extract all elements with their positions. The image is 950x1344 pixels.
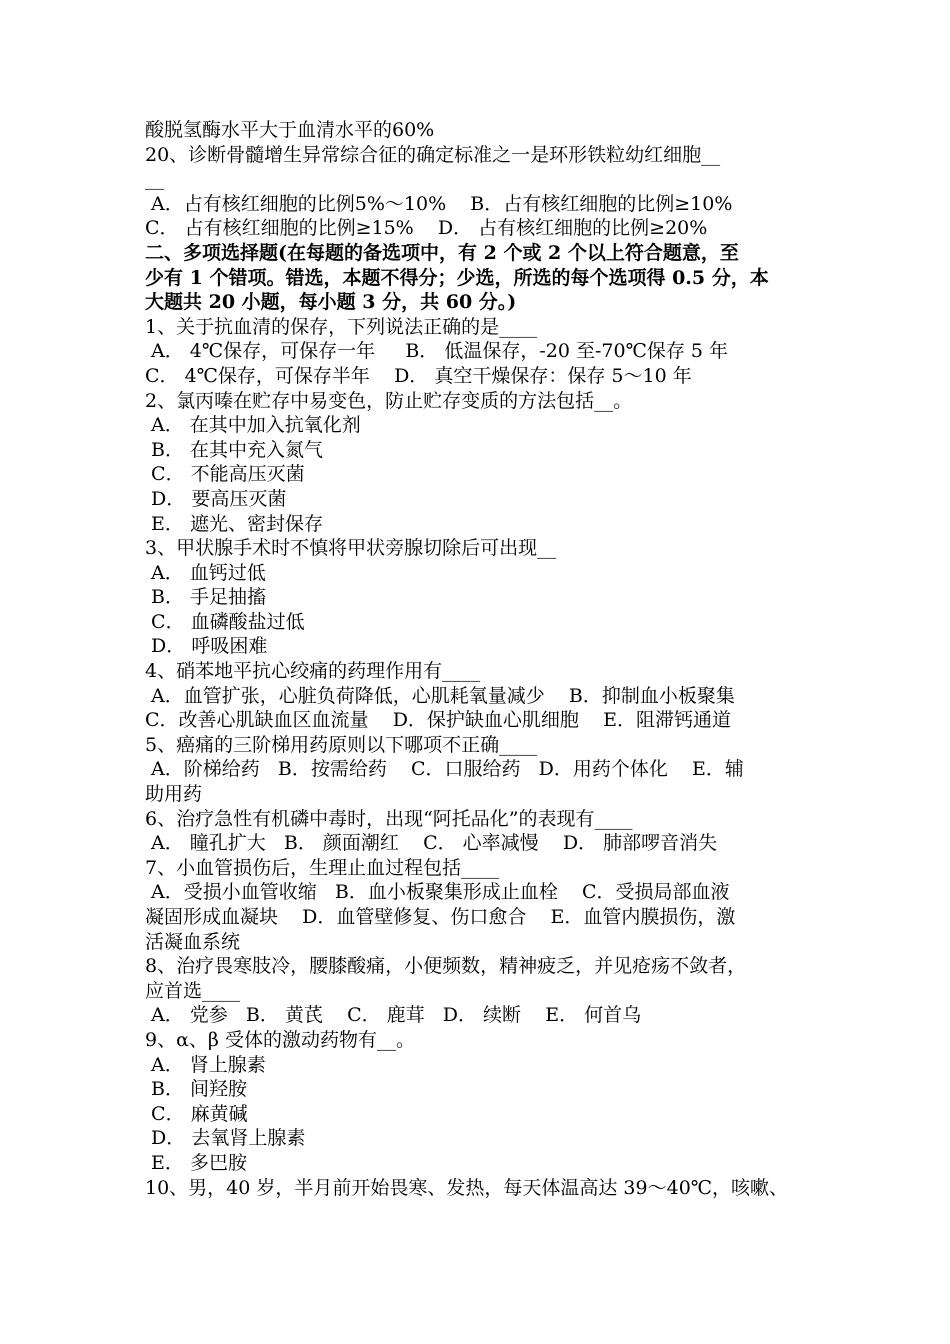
section-heading-line: 少有 1 个错项。错选，本题不得分；少选，所选的每个选项得 0.5 分，本 [145, 266, 769, 289]
text-line: A． 4℃保存，可保存一年 B． 低温保存，-20 至-70℃保存 5 年 [145, 340, 728, 363]
text-line: C． 占有核红细胞的比例≥15% D． 占有核红细胞的比例≥20% [145, 217, 708, 240]
text-line: C． 麻黄碱 [145, 1102, 248, 1125]
text-line: D． 要高压灭菌 [145, 487, 287, 510]
section-heading-line: 二、多项选择题(在每题的备选项中，有 2 个或 2 个以上符合题意，至 [145, 241, 739, 264]
section-heading-line: 大题共 20 小题，每小题 3 分，共 60 分。) [145, 291, 517, 314]
text-line: A． 瞳孔扩大 B． 颜面潮红 C． 心率减慢 D． 肺部啰音消失 [145, 832, 718, 855]
text-line: C． 血磷酸盐过低 [145, 610, 305, 633]
text-line: A．受损小血管收缩 B．血小板聚集形成止血栓 C．受损局部血液 [145, 881, 730, 904]
text-line: 9、α、β 受体的激动药物有__。 [145, 1028, 415, 1051]
text-line: 5、癌痛的三阶梯用药原则以下哪项不正确____ [145, 733, 538, 756]
text-line: 20、诊断骨髓增生异常综合征的确定标准之一是环形铁粒幼红细胞__ [145, 143, 721, 166]
text-line: 7、小血管损伤后，生理止血过程包括____ [145, 856, 500, 879]
text-line: 助用药 [145, 783, 203, 806]
text-line: 8、治疗畏寒肢冷，腰膝酸痛，小便频数，精神疲乏，并见疮疡不敛者， [145, 955, 747, 978]
text-line: A．占有核红细胞的比例5%～10% B．占有核红细胞的比例≥10% [145, 192, 733, 215]
text-line: B． 在其中充入氮气 [145, 438, 324, 461]
text-line: A． 肾上腺素 [145, 1053, 266, 1076]
text-line: A． 在其中加入抗氧化剂 [145, 414, 361, 437]
text-line: A． 党参 B． 黄芪 C． 鹿茸 D． 续断 E． 何首乌 [145, 1004, 642, 1027]
text-line: E． 遮光、密封保存 [145, 512, 323, 535]
text-line: A．血管扩张，心脏负荷降低，心肌耗氧量减少 B．抑制血小板聚集 [145, 684, 735, 707]
text-line: A． 血钙过低 [145, 561, 266, 584]
text-line: 凝固形成血凝块 D．血管壁修复、伤口愈合 E．血管内膜损伤，激 [145, 906, 736, 928]
text-line: C．改善心肌缺血区血流量 D．保护缺血心肌细胞 E．阻滞钙通道 [145, 709, 731, 732]
text-line: C． 4℃保存，可保存半年 D． 真空干燥保存：保存 5～10 年 [145, 364, 692, 387]
text-line: B． 手足抽搐 [145, 586, 267, 609]
text-line: 6、治疗急性有机磷中毒时，出现“阿托品化”的表现有____ [145, 807, 633, 830]
text-line: C． 不能高压灭菌 [145, 463, 305, 486]
text-line: D． 呼吸困难 [145, 635, 268, 658]
text-line: 10、男，40 岁，半月前开始畏寒、发热，每天体温高达 39～40℃，咳嗽、 [145, 1176, 789, 1199]
text-line: 应首选____ [145, 979, 241, 1002]
text-line: B． 间羟胺 [145, 1078, 248, 1101]
text-line: __ [145, 168, 164, 191]
text-line: E． 多巴胺 [145, 1151, 247, 1174]
text-line: 3、甲状腺手术时不慎将甲状旁腺切除后可出现__ [145, 537, 557, 560]
text-line: A．阶梯给药 B．按需给药 C．口服给药 D．用药个体化 E．辅 [145, 758, 744, 781]
text-line: 2、氯丙嗪在贮存中易变色，防止贮存变质的方法包括__。 [145, 389, 633, 412]
text-line: D． 去氧肾上腺素 [145, 1127, 306, 1150]
text-line: 4、硝苯地平抗心绞痛的药理作用有____ [145, 660, 481, 683]
text-line: 1、关于抗血清的保存，下列说法正确的是____ [145, 315, 538, 338]
document-body [145, 118, 813, 1200]
text-line: 活凝血系统 [145, 930, 241, 953]
text-line: 酸脱氢酶水平大于血清水平的60% [145, 119, 435, 141]
